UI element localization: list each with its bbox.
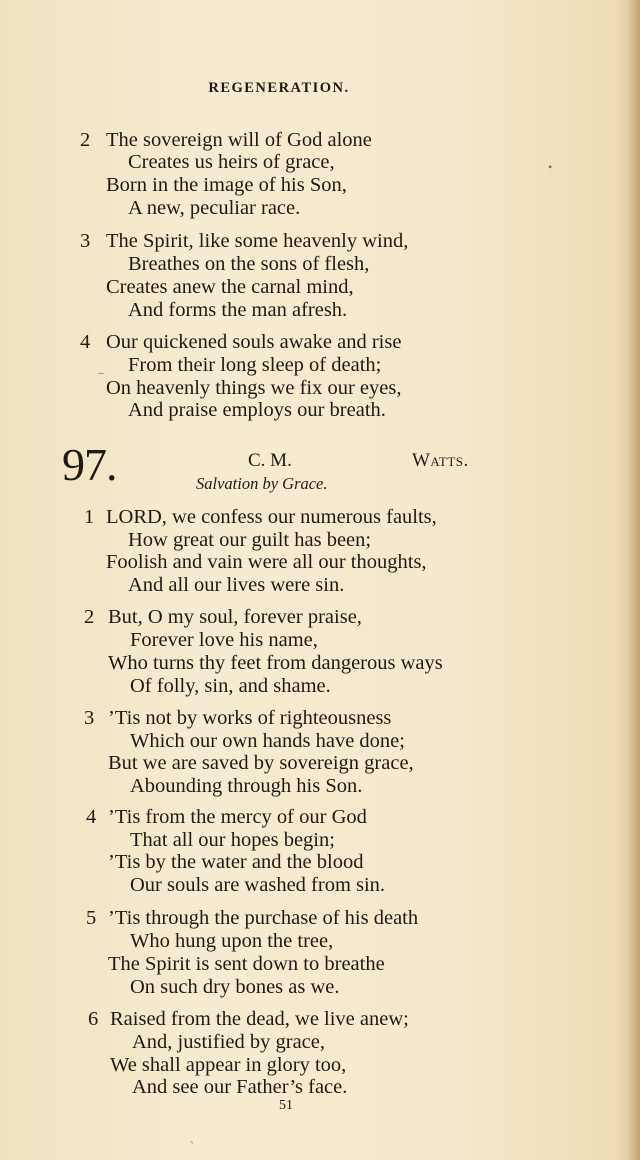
verse-line: We shall appear in glory too, bbox=[110, 1054, 347, 1076]
verse-line: Foolish and vain were all our thoughts, bbox=[106, 551, 427, 573]
stanza-number: 4 bbox=[86, 806, 97, 828]
stanza-number: 4 bbox=[80, 331, 91, 353]
verse-line: From their long sleep of death; bbox=[128, 354, 382, 376]
verse-line: Breathes on the sons of flesh, bbox=[128, 253, 370, 275]
verse-line: ’Tis by the water and the blood bbox=[108, 851, 364, 873]
hymn-number: 97. bbox=[62, 439, 117, 490]
verse-line: Forever love his name, bbox=[130, 629, 318, 651]
verse-line: The Spirit is sent down to breathe bbox=[108, 953, 385, 975]
verse-line: ’Tis not by works of righteousness bbox=[108, 707, 392, 729]
verse-line: Creates anew the carnal mind, bbox=[106, 276, 354, 298]
verse-line: LORD, we confess our numerous faults, bbox=[106, 506, 437, 528]
verse-line: On heavenly things we fix our eyes, bbox=[106, 377, 402, 399]
stanza-number: 6 bbox=[88, 1008, 99, 1030]
verse-line: The Spirit, like some heavenly wind, bbox=[106, 230, 409, 252]
verse-line: But we are saved by sovereign grace, bbox=[108, 752, 414, 774]
ink-speck: ‒ bbox=[98, 365, 104, 379]
verse-line: The sovereign will of God alone bbox=[106, 129, 372, 151]
verse-line: And all our lives were sin. bbox=[128, 574, 345, 596]
ink-speck: ˏ bbox=[190, 1130, 194, 1144]
verse-line: Who turns thy feet from dangerous ways bbox=[108, 652, 443, 674]
verse-line: And, justified by grace, bbox=[132, 1031, 325, 1053]
verse-line: But, O my soul, forever praise, bbox=[108, 606, 362, 628]
stanza-number: 5 bbox=[86, 907, 97, 929]
verse-line: Raised from the dead, we live anew; bbox=[110, 1008, 409, 1030]
stanza-number: 3 bbox=[80, 230, 91, 252]
verse-line: A new, peculiar race. bbox=[128, 197, 301, 219]
verse-line: That all our hopes begin; bbox=[130, 829, 335, 851]
verse-line: Of folly, sin, and shame. bbox=[130, 675, 331, 697]
stanza-number: 2 bbox=[84, 606, 95, 628]
verse-line: ’Tis through the purchase of his death bbox=[108, 907, 419, 929]
verse-line: Creates us heirs of grace, bbox=[128, 151, 335, 173]
verse-line: ’Tis from the mercy of our God bbox=[108, 806, 367, 828]
verse-line: And see our Father’s face. bbox=[132, 1076, 348, 1098]
hymn-title: Salvation by Grace. bbox=[196, 474, 328, 493]
verse-line: And praise employs our breath. bbox=[128, 399, 386, 421]
verse-line: Which our own hands have done; bbox=[130, 730, 405, 752]
verse-line: On such dry bones as we. bbox=[130, 976, 340, 998]
verse-line: Our souls are washed from sin. bbox=[130, 874, 386, 896]
stanza-number: 1 bbox=[84, 506, 95, 528]
verse-line: And forms the man afresh. bbox=[128, 299, 348, 321]
stanza-number: 3 bbox=[84, 707, 95, 729]
running-head: REGENERATION. bbox=[208, 80, 350, 96]
verse-line: How great our guilt has been; bbox=[128, 529, 372, 551]
ink-speck: • bbox=[548, 160, 553, 174]
stanza-number: 2 bbox=[80, 129, 91, 151]
hymn-meter: C. M. bbox=[248, 450, 292, 471]
verse-line: Born in the image of his Son, bbox=[106, 174, 347, 196]
hymn-author: Watts. bbox=[412, 450, 469, 471]
page-edge-shadow bbox=[628, 0, 640, 1160]
verse-line: Abounding through his Son. bbox=[130, 775, 363, 797]
verse-line: Our quickened souls awake and rise bbox=[106, 331, 402, 353]
verse-line: Who hung upon the tree, bbox=[130, 930, 334, 952]
page-number: 51 bbox=[279, 1098, 293, 1113]
